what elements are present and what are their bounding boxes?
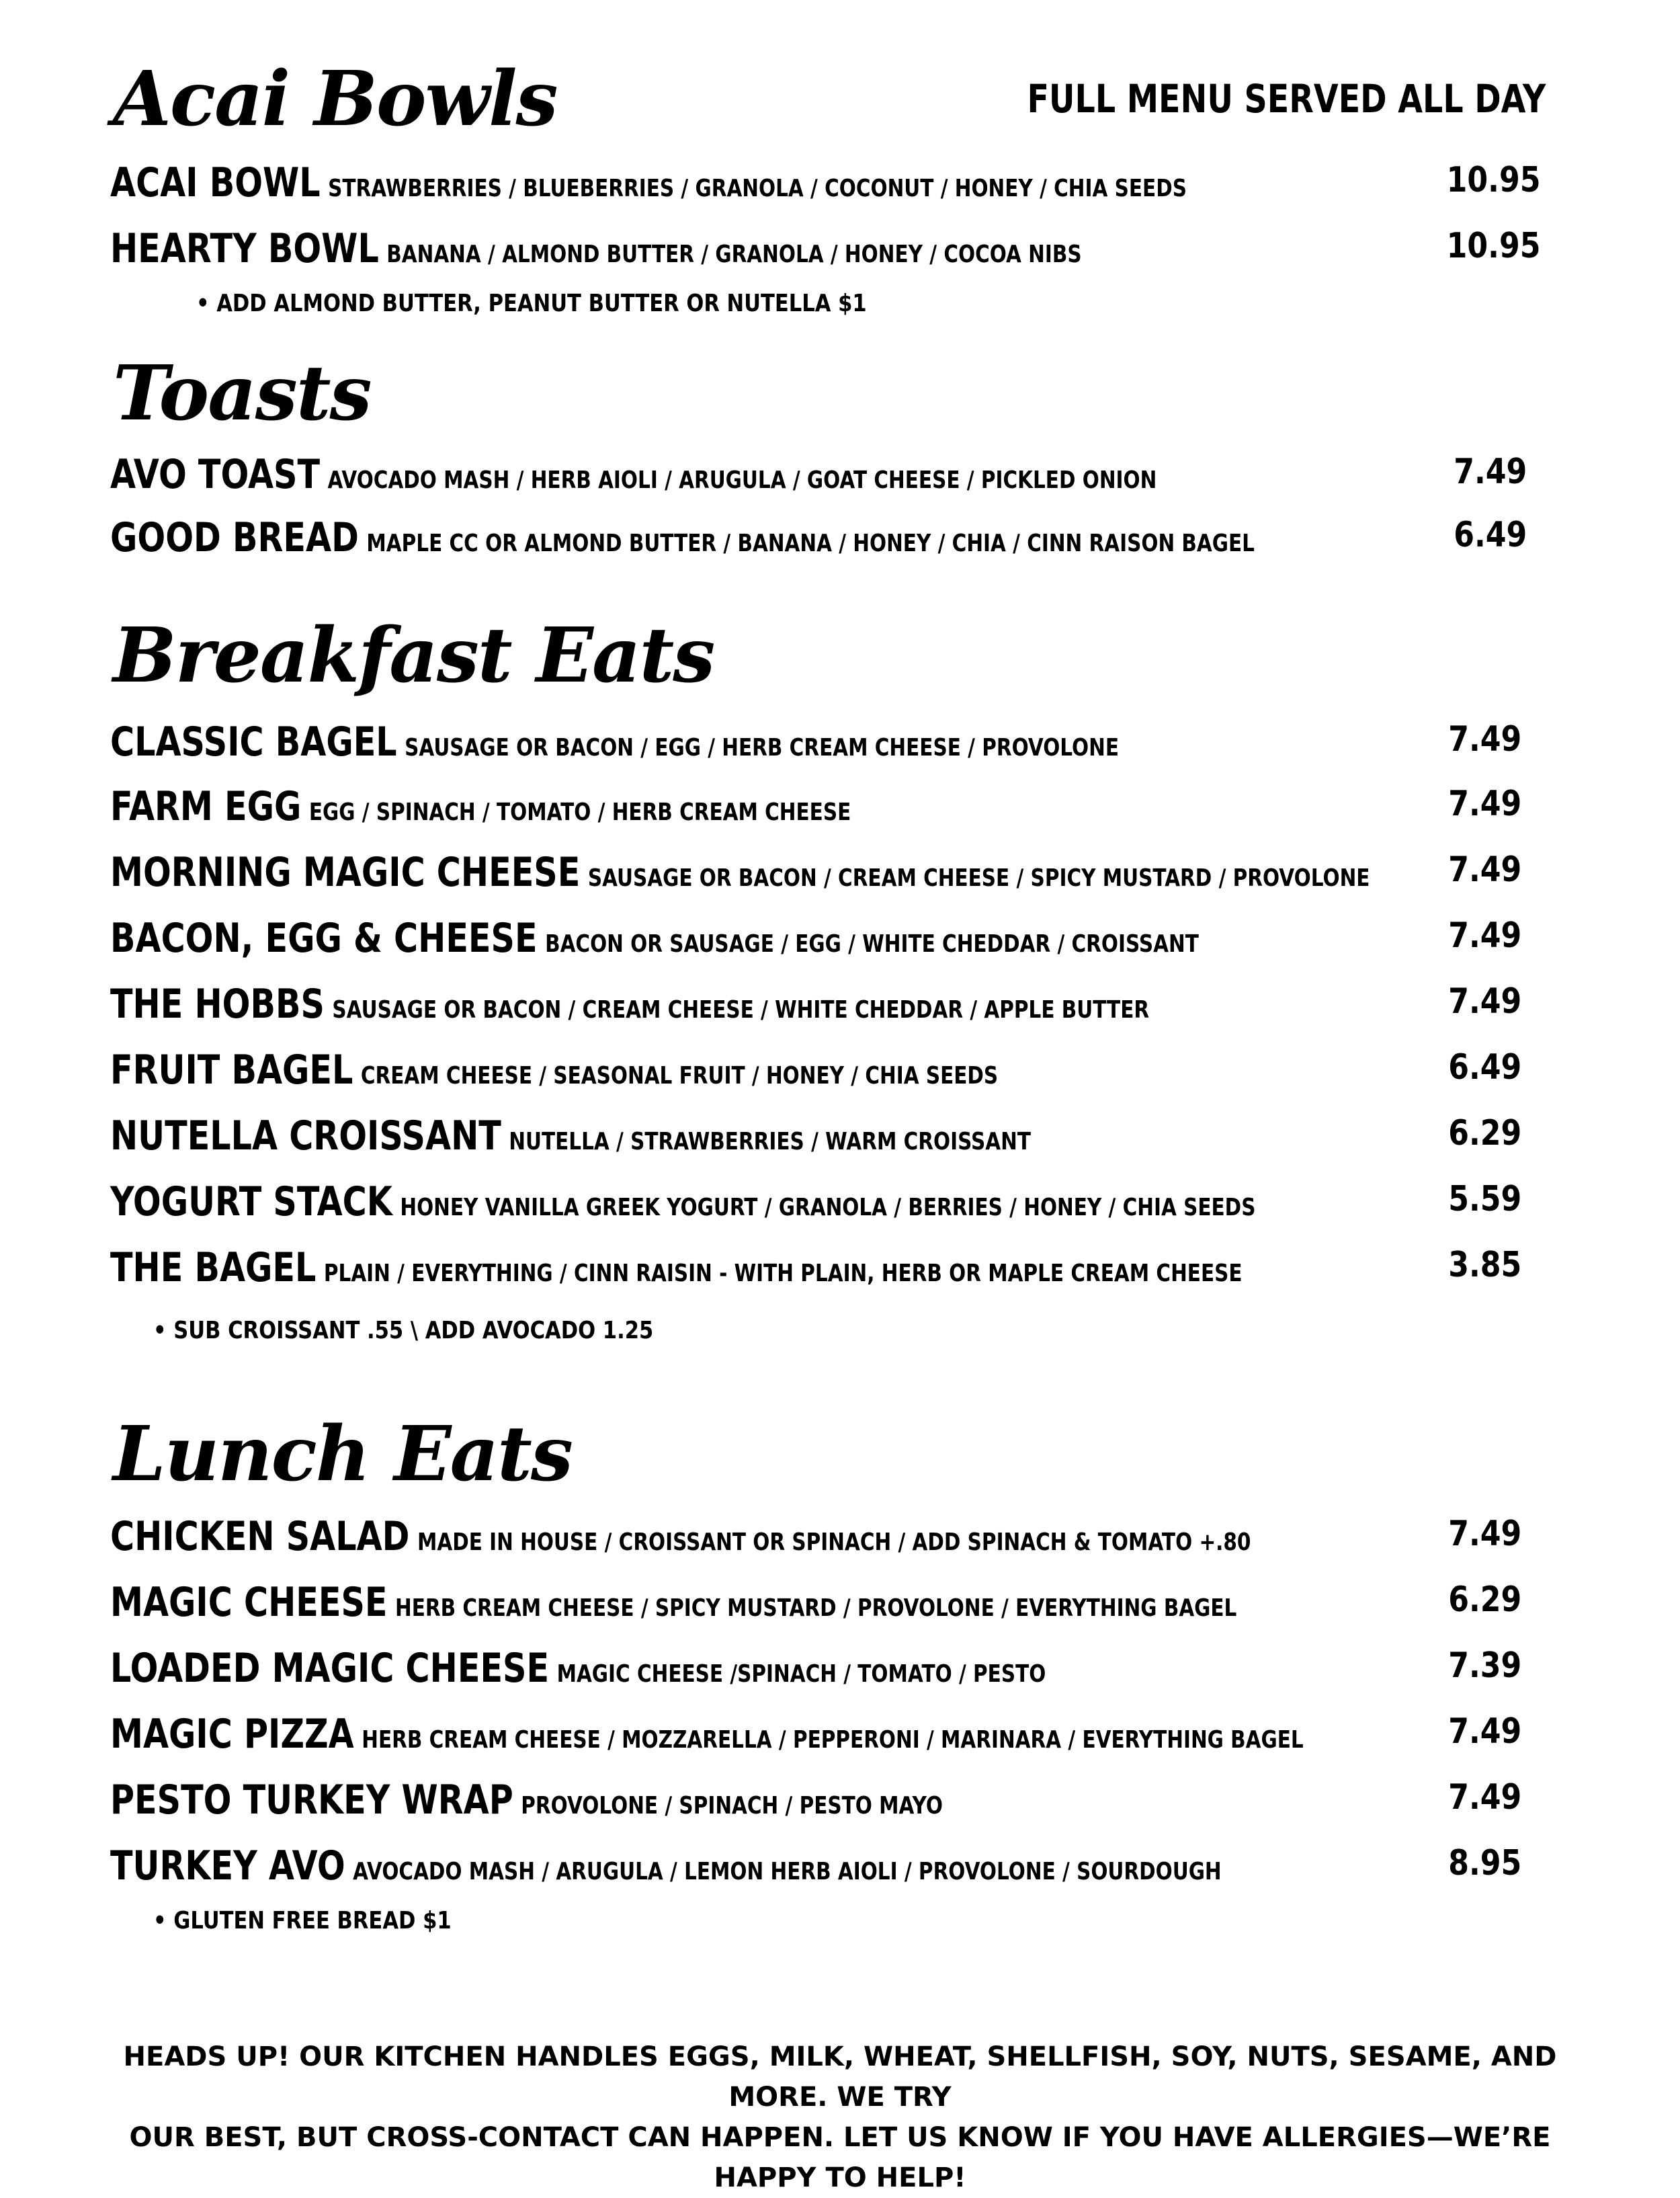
item-name: FARM EGG <box>110 783 302 830</box>
menu-item <box>110 159 1540 216</box>
allergy-notice <box>101 2037 1579 2198</box>
item-name: AVO TOAST <box>110 451 321 498</box>
gluten-free-note: • GLUTEN FREE BREAD $1 <box>153 1907 452 1935</box>
section-title-lunch-eats: Lunch Eats <box>113 1410 572 1498</box>
item-price: 10.95 <box>1446 160 1540 200</box>
item-description: MAGIC CHEESE /SPINACH / TOMATO / PESTO <box>556 1660 1046 1688</box>
item-price: 8.95 <box>1447 1843 1521 1883</box>
menu-item <box>110 849 1540 906</box>
menu-item <box>110 719 1540 776</box>
item-price: 6.49 <box>1447 1047 1521 1088</box>
item-description: MAPLE CC OR ALMOND BUTTER / BANANA / HONEY / CHIA / CINN RAISON BAGEL <box>366 530 1255 557</box>
menu-item <box>110 1244 1540 1301</box>
menu-item <box>110 1711 1540 1768</box>
item-name: ACAI BOWL <box>110 159 321 206</box>
item-price: 6.49 <box>1453 515 1527 555</box>
served-all-day-note: FULL MENU SERVED ALL DAY <box>1027 76 1546 122</box>
item-description: NUTELLA / STRAWBERRIES / WARM CROISSANT <box>509 1128 1031 1155</box>
menu-item <box>110 981 1540 1038</box>
item-description: EGG / SPINACH / TOMATO / HERB CREAM CHEESE <box>308 799 851 826</box>
item-description: AVOCADO MASH / ARUGULA / LEMON HERB AIOLI / PROVOLONE / SOURDOUGH <box>353 1858 1222 1885</box>
item-name: MORNING MAGIC CHEESE <box>110 849 581 896</box>
item-price: 5.59 <box>1447 1179 1521 1219</box>
menu-item <box>110 451 1540 508</box>
item-name: GOOD BREAD <box>110 514 359 561</box>
item-description: HERB CREAM CHEESE / MOZZARELLA / PEPPERONI / MARINARA / EVERYTHING BAGEL <box>362 1726 1304 1754</box>
item-name: MAGIC CHEESE <box>110 1579 388 1626</box>
item-name: THE HOBBS <box>110 981 325 1028</box>
menu-item <box>110 1178 1540 1235</box>
item-description: PROVOLONE / SPINACH / PESTO MAYO <box>521 1792 943 1820</box>
item-name: NUTELLA CROISSANT <box>110 1112 501 1159</box>
item-name: LOADED MAGIC CHEESE <box>110 1645 550 1692</box>
item-description: SAUSAGE OR BACON / EGG / HERB CREAM CHEESE / PROVOLONE <box>405 734 1120 762</box>
item-description: SAUSAGE OR BACON / CREAM CHEESE / WHITE CHEDDAR / APPLE BUTTER <box>332 996 1150 1024</box>
breakfast-sub-note: • SUB CROISSANT .55 \ ADD AVOCADO 1.25 <box>153 1317 654 1344</box>
item-price: 10.95 <box>1446 226 1540 266</box>
item-price: 7.39 <box>1447 1645 1521 1686</box>
item-name: PESTO TURKEY WRAP <box>110 1777 513 1824</box>
item-price: 6.29 <box>1447 1113 1521 1153</box>
item-price: 3.85 <box>1447 1245 1521 1285</box>
menu-item <box>110 1047 1540 1104</box>
item-price: 7.49 <box>1447 784 1521 824</box>
section-title-toasts: Toasts <box>113 350 371 438</box>
item-description: AVOCADO MASH / HERB AIOLI / ARUGULA / GOAT CHEESE / PICKLED ONION <box>327 466 1157 494</box>
item-name: FRUIT BAGEL <box>110 1047 353 1094</box>
item-description: HONEY VANILLA GREEK YOGURT / GRANOLA / BERRIES / HONEY / CHIA SEEDS <box>400 1194 1256 1221</box>
item-name: CLASSIC BAGEL <box>110 719 397 766</box>
item-price: 7.49 <box>1447 981 1521 1022</box>
menu-item <box>110 1645 1540 1702</box>
menu-item <box>110 225 1540 282</box>
item-description: HERB CREAM CHEESE / SPICY MUSTARD / PROVOLONE / EVERYTHING BAGEL <box>394 1594 1237 1622</box>
item-name: YOGURT STACK <box>110 1178 392 1225</box>
allergy-notice-line-1: HEADS UP! OUR KITCHEN HANDLES EGGS, MILK, WHEAT, SHELLFISH, SOY, NUTS, SESAME, AND MORE. WE TRY <box>123 2041 1557 2113</box>
item-price: 6.29 <box>1447 1580 1521 1620</box>
acai-addon-note: • ADD ALMOND BUTTER, PEANUT BUTTER OR NUTELLA $1 <box>196 290 867 317</box>
item-description: BACON OR SAUSAGE / EGG / WHITE CHEDDAR / CROISSANT <box>545 930 1199 958</box>
item-description: PLAIN / EVERYTHING / CINN RAISIN - WITH PLAIN, HERB OR MAPLE CREAM CHEESE <box>323 1260 1243 1287</box>
menu-item <box>110 1579 1540 1636</box>
item-price: 7.49 <box>1447 915 1521 956</box>
item-price: 7.49 <box>1447 1711 1521 1752</box>
item-description: STRAWBERRIES / BLUEBERRIES / GRANOLA / COCONUT / HONEY / CHIA SEEDS <box>328 175 1187 202</box>
item-description: CREAM CHEESE / SEASONAL FRUIT / HONEY / CHIA SEEDS <box>360 1062 999 1090</box>
menu-item <box>110 1777 1540 1834</box>
item-name: CHICKEN SALAD <box>110 1513 410 1560</box>
item-price: 7.49 <box>1447 719 1521 760</box>
menu-item <box>110 1842 1540 1900</box>
item-price: 7.49 <box>1453 452 1527 492</box>
menu-item <box>110 915 1540 972</box>
menu-item <box>110 783 1540 840</box>
item-name: THE BAGEL <box>110 1244 317 1291</box>
menu-item <box>110 514 1540 571</box>
section-title-acai-bowls: Acai Bowls <box>113 55 557 143</box>
item-description: SAUSAGE OR BACON / CREAM CHEESE / SPICY MUSTARD / PROVOLONE <box>587 864 1370 892</box>
item-description: BANANA / ALMOND BUTTER / GRANOLA / HONEY / COCOA NIBS <box>386 241 1082 268</box>
item-price: 7.49 <box>1447 1777 1521 1818</box>
item-name: TURKEY AVO <box>110 1842 345 1889</box>
allergy-notice-line-2: OUR BEST, BUT CROSS-CONTACT CAN HAPPEN. LET US KNOW IF YOU HAVE ALLERGIES—WE’RE HAPPY TO HELP! <box>129 2122 1551 2193</box>
menu-item <box>110 1112 1540 1170</box>
item-name: HEARTY BOWL <box>110 225 379 272</box>
item-name: MAGIC PIZZA <box>110 1711 354 1758</box>
menu-item <box>110 1513 1540 1570</box>
item-name: BACON, EGG & CHEESE <box>110 915 538 962</box>
section-title-breakfast-eats: Breakfast Eats <box>113 612 714 700</box>
item-price: 7.49 <box>1447 850 1521 890</box>
item-price: 7.49 <box>1447 1514 1521 1554</box>
item-description: MADE IN HOUSE / CROISSANT OR SPINACH / ADD SPINACH & TOMATO +.80 <box>417 1529 1251 1556</box>
